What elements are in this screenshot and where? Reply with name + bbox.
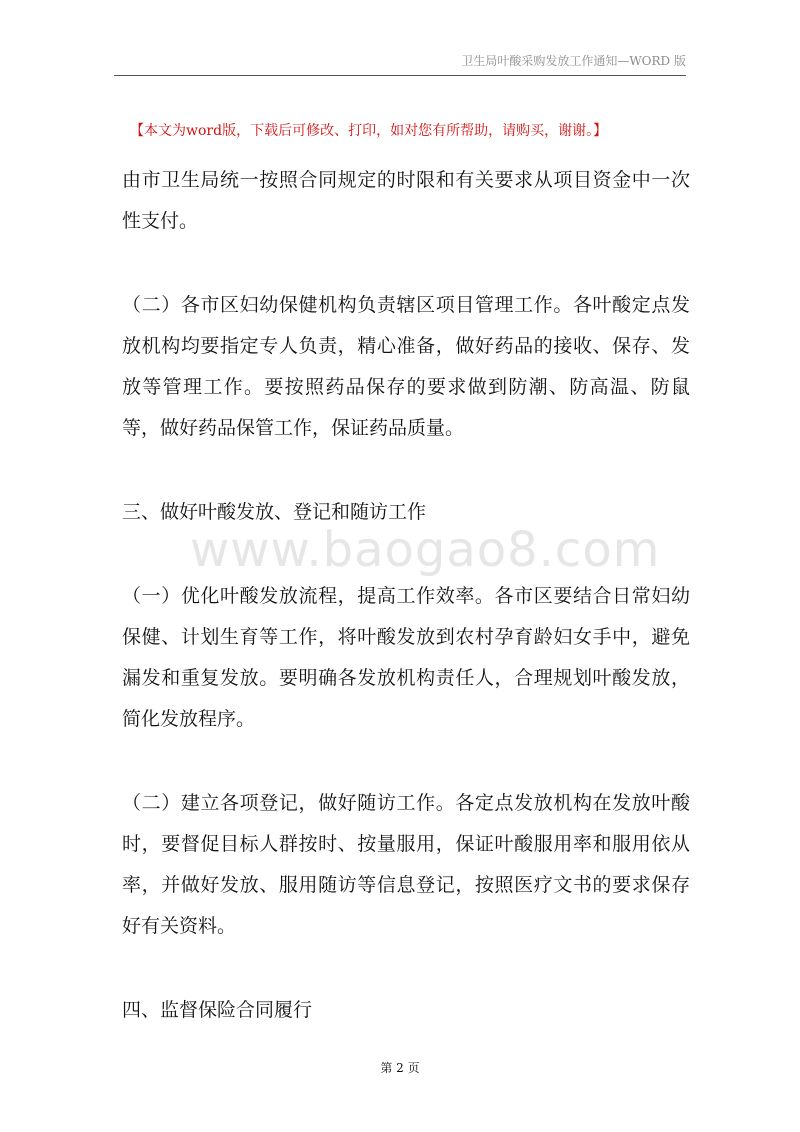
paragraph-5: （二）建立各项登记，做好随访工作。各定点发放机构在发放叶酸时，要督促目标人群按时、按量服用，保证叶酸服用率和服用依从率，并做好发放、服用随访等信息登记，按照医疗文书的要求保存好有关资料。 [122, 792, 690, 937]
section-heading-4: 四、监督保险合同履行 [122, 999, 313, 1021]
header-divider [114, 75, 686, 76]
page-number: 第 2 页 [380, 1061, 420, 1075]
paragraph-1: 由市卫生局统一按照合同规定的时限和有关要求从项目资金中一次性支付。 [122, 169, 690, 232]
download-notice: 【本文为word版，下载后可修改、打印，如对您有所帮助，请购买，谢谢。】 [130, 123, 608, 139]
watermark: www.baogao8.com [190, 522, 661, 578]
paragraph-4: （一）优化叶酸发放流程，提高工作效率。各市区要结合日常妇幼保健、计划生育等工作，将叶酸发放到农村孕育龄妇女手中，避免漏发和重复发放。要明确各发放机构责任人，合理规划叶酸发放，简化发放程序。 [122, 585, 690, 730]
document-body [122, 160, 690, 1074]
paragraph-2: （二）各市区妇幼保健机构负责辖区项目管理工作。各叶酸定点发放机构均要指定专人负责，精心准备，做好药品的接收、保存、发放等管理工作。要按照药品保存的要求做到防潮、防高温、防鼠等，做好药品保管工作，保证药品质量。 [122, 294, 690, 439]
section-heading-3: 三、做好叶酸发放、登记和随访工作 [122, 501, 427, 523]
header-title: 卫生局叶酸采购发放工作通知—WORD 版 [461, 54, 686, 68]
